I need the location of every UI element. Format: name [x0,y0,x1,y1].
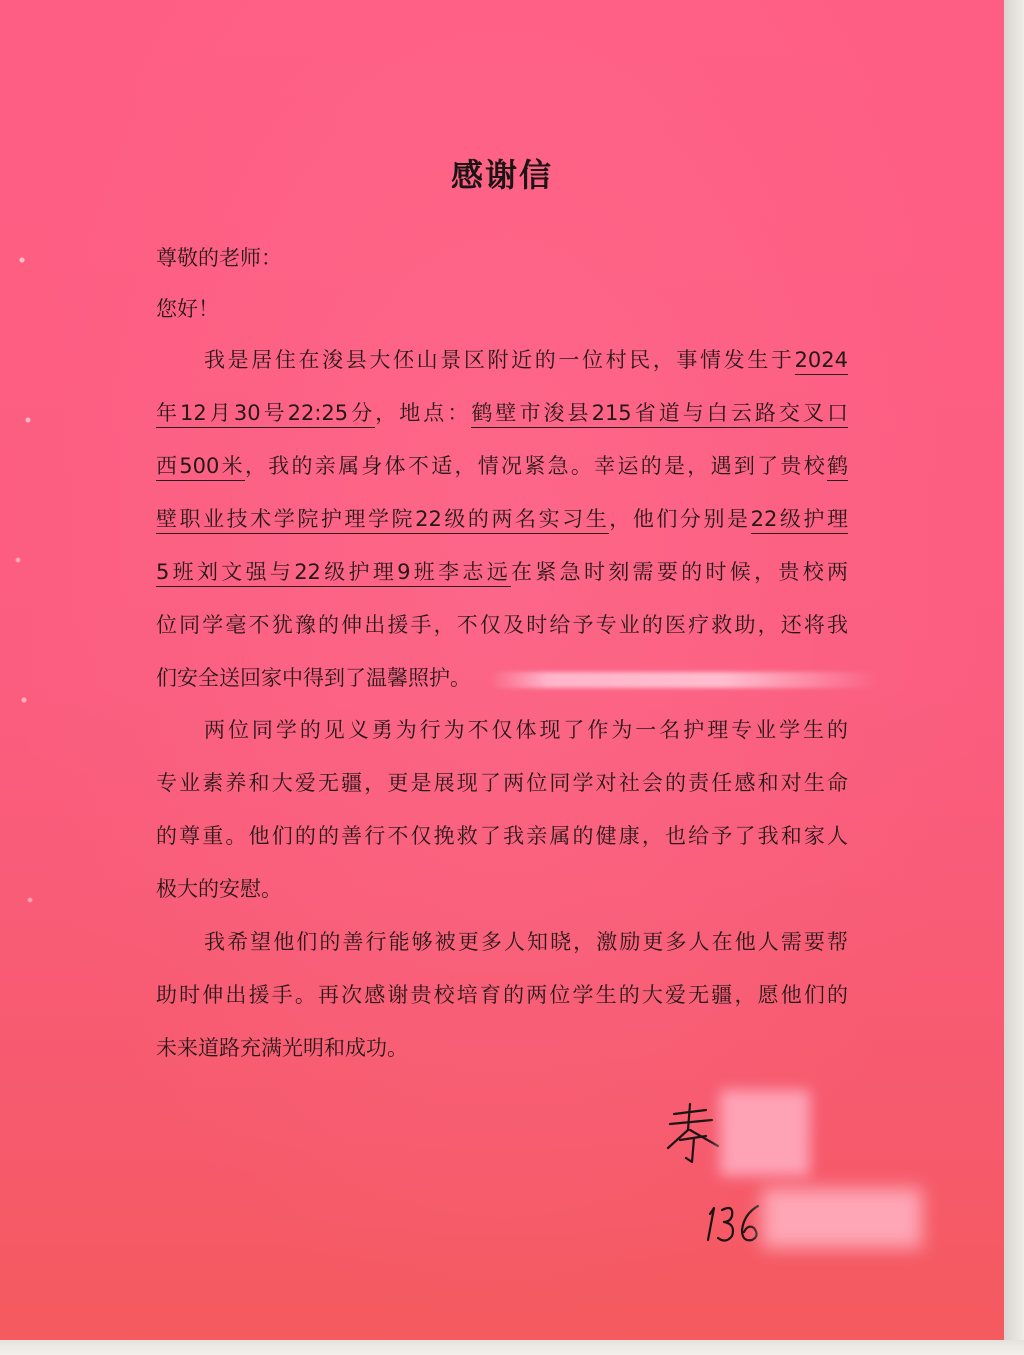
p1-l3-text: ，我的亲属身体不适，情况紧急。幸运的是，遇到了贵校 [244,454,827,478]
p1-l2-date: 年12月30号22:25分 [156,401,375,428]
greeting: 您好！ [156,297,219,321]
p1-l5-students: 5班刘文强与22级护理9班李志远 [156,560,511,587]
letter-title: 感谢信 [450,156,553,194]
p1-l2-location: 鹤壁市浚县215省道与白云路交叉口 [471,401,848,428]
smudge-mark [490,672,880,688]
p1-line-1 [204,350,848,371]
p1-line-2 [156,403,848,424]
p1-l3-school-start: 鹤 [827,454,848,481]
p2-line-3: 的尊重。他们的的善行不仅挽救了我亲属的健康，也给予了我和家人 [156,824,848,848]
p1-line-4 [156,509,848,530]
paper-specks [8,0,38,1340]
p2-line-4: 极大的安慰。 [156,877,282,901]
p1-l4-school: 壁职业技术学院护理学院22级的两名实习生 [156,507,609,534]
p3-line-1: 我希望他们的善行能够被更多人知晓，激励更多人在他人需要帮 [204,930,848,954]
p1-line-6: 位同学毫不犹豫的伸出援手，不仅及时给予专业的医疗救助，还将我 [156,613,848,637]
p1-line-3 [156,456,848,477]
p1-l1-year: 2024 [795,348,848,375]
p3-line-3: 未来道路充满光明和成功。 [156,1036,408,1060]
salutation: 尊敬的老师： [156,246,282,270]
p1-line-7: 们安全送回家中得到了温馨照护。 [156,666,471,690]
p1-l3-distance: 西500米 [156,454,245,481]
p2-line-2: 专业素养和大爱无疆，更是展现了两位同学对社会的责任感和对生命 [156,771,848,795]
redacted-phone [762,1188,922,1248]
p1-l4-text: ，他们分别是 [609,507,751,531]
scan-edge-bottom [0,1340,1024,1355]
p1-line-5 [156,562,848,583]
scan-edge-right [1004,0,1024,1355]
p1-l5-text: 在紧急时刻需要的时候，贵校两 [511,560,848,584]
p1-l2-label: ，地点： [375,401,472,425]
p2-line-1: 两位同学的见义勇为行为不仅体现了作为一名护理专业学生的 [204,718,848,742]
p3-line-2: 助时伸出援手。再次感谢贵校培育的两位学生的大爱无疆，愿他们的 [156,983,848,1007]
p1-l1-text: 我是居住在浚县大伾山景区附近的一位村民，事情发生于 [204,348,795,372]
p1-l4-class: 22级护理 [751,507,848,534]
redacted-name [720,1090,810,1176]
